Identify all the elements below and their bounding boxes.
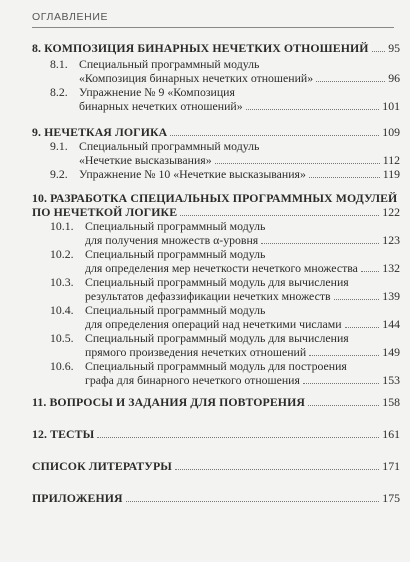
dot-leader [309,355,379,356]
toc-entry-title-line: ПРИЛОЖЕНИЯ [32,491,123,505]
toc-entry-title-line: бинарных нечетких отношений» [79,99,243,113]
toc-entry-s103 [32,275,400,303]
toc-entry-s81 [32,57,400,85]
toc-page-number: 96 [388,71,400,85]
dot-leader [303,383,379,384]
toc-entry-title-line: для получения множеств α-уровня [85,233,259,247]
toc-entry-title-line: Специальный программный модуль [85,219,266,233]
toc-entry-title-line: для определения мер нечеткости нечеткого множества [85,261,358,275]
dot-leader [261,243,379,244]
dot-leader [126,501,380,502]
toc-page-number: 161 [382,427,400,441]
toc-entry-number: 9.1. [50,139,68,153]
page-header-title: ОГЛАВЛЕНИЕ [32,11,109,23]
toc-entry-title-line: прямого произведения нечетких отношений [85,345,307,359]
toc-entry-number: 8.2. [50,85,68,99]
toc-entry-title-line: результатов дефаззификации нечетких множеств [85,289,331,303]
toc-entry-lit [32,459,400,473]
toc-entry-title-line: «Нечеткие высказывания» [79,153,212,167]
dot-leader [308,405,379,406]
toc-entry-title-line: СПИСОК ЛИТЕРАТУРЫ [32,459,172,473]
dot-leader [97,437,379,438]
toc-entry-number: 10.1. [50,219,74,233]
toc-page-number: 171 [382,459,400,473]
toc-entry-ch9 [32,125,400,139]
dot-leader [180,215,379,216]
toc-entry-number: 10.6. [50,359,74,373]
dot-leader [316,81,385,82]
toc-page-number: 158 [382,395,400,409]
toc-entry-s91 [32,139,400,167]
toc-page-number: 139 [382,289,400,303]
toc-entry-title-line: 10. РАЗРАБОТКА СПЕЦИАЛЬНЫХ ПРОГРАММНЫХ МОДУЛЕЙ [32,191,398,205]
toc-entry-number: 10.5. [50,331,74,345]
toc-entry-title-line: 11. ВОПРОСЫ И ЗАДАНИЯ ДЛЯ ПОВТОРЕНИЯ [32,395,305,409]
dot-leader [170,135,379,136]
toc-entry-title-line: 12. ТЕСТЫ [32,427,95,441]
toc-entry-title-line: Специальный программный модуль [79,139,260,153]
dot-leader [345,327,380,328]
toc-page-number: 144 [382,317,400,331]
toc-page-number: 119 [382,167,400,181]
dot-leader [361,271,379,272]
toc-entry-app [32,491,400,505]
toc-entry-ch12 [32,427,400,441]
dot-leader [175,469,379,470]
toc-page-number: 132 [382,261,400,275]
toc-entry-ch8 [32,41,400,55]
toc-entry-title-line: Специальный программный модуль [79,57,260,71]
toc-entry-number: 10.3. [50,275,74,289]
dot-leader [372,51,386,52]
toc-page-number: 153 [382,373,400,387]
toc-entry-title-line: Специальный программный модуль для построения [85,359,347,373]
toc-entry-s102 [32,247,400,275]
toc-entry-number: 9.2. [50,167,68,181]
toc-entry-title-line: графа для бинарного нечеткого отношения [85,373,300,387]
toc-entry-number: 8.1. [50,57,68,71]
toc-entry-title-line: Специальный программный модуль [85,303,266,317]
toc-page-number: 122 [382,205,400,219]
toc-entry-title-line: ПО НЕЧЕТКОЙ ЛОГИКЕ [32,205,178,219]
toc-page-number: 149 [382,345,400,359]
toc-page-number: 101 [382,99,400,113]
toc-page-number: 95 [388,41,400,55]
toc-entry-s101 [32,219,400,247]
toc-page-number: 175 [382,491,400,505]
dot-leader [309,177,380,178]
toc-entry-title-line: «Композиция бинарных нечетких отношений» [79,71,314,85]
dot-leader [246,109,380,110]
toc-entry-title-line: Специальный программный модуль для вычисления [85,331,349,345]
toc-entry-title-line: для определения операций над нечеткими числами [85,317,342,331]
toc-entry-title-line: Упражнение № 9 «Композиция [79,85,235,99]
toc-entry-number: 10.2. [50,247,74,261]
header-rule [32,27,394,28]
toc-entry-title-line: Специальный программный модуль для вычисления [85,275,349,289]
dot-leader [334,299,380,300]
toc-page-number: 112 [382,153,400,167]
toc-entry-ch10 [32,191,400,219]
toc-entry-title-line: 8. КОМПОЗИЦИЯ БИНАРНЫХ НЕЧЕТКИХ ОТНОШЕНИЙ [32,41,369,55]
toc-page-number: 123 [382,233,400,247]
toc-entry-title-line: Специальный программный модуль [85,247,266,261]
toc-entry-ch11 [32,395,400,409]
toc-entry-title-line: Упражнение № 10 «Нечеткие высказывания» [79,167,306,181]
toc-entry-number: 10.4. [50,303,74,317]
dot-leader [215,163,380,164]
toc-entry-s104 [32,303,400,331]
toc-page-number: 109 [382,125,400,139]
toc-entry-title-line: 9. НЕЧЕТКАЯ ЛОГИКА [32,125,168,139]
toc-entry-s82 [32,85,400,113]
toc-entry-s105 [32,331,400,359]
toc-entry-s92 [32,167,400,181]
toc-entry-s106 [32,359,400,387]
